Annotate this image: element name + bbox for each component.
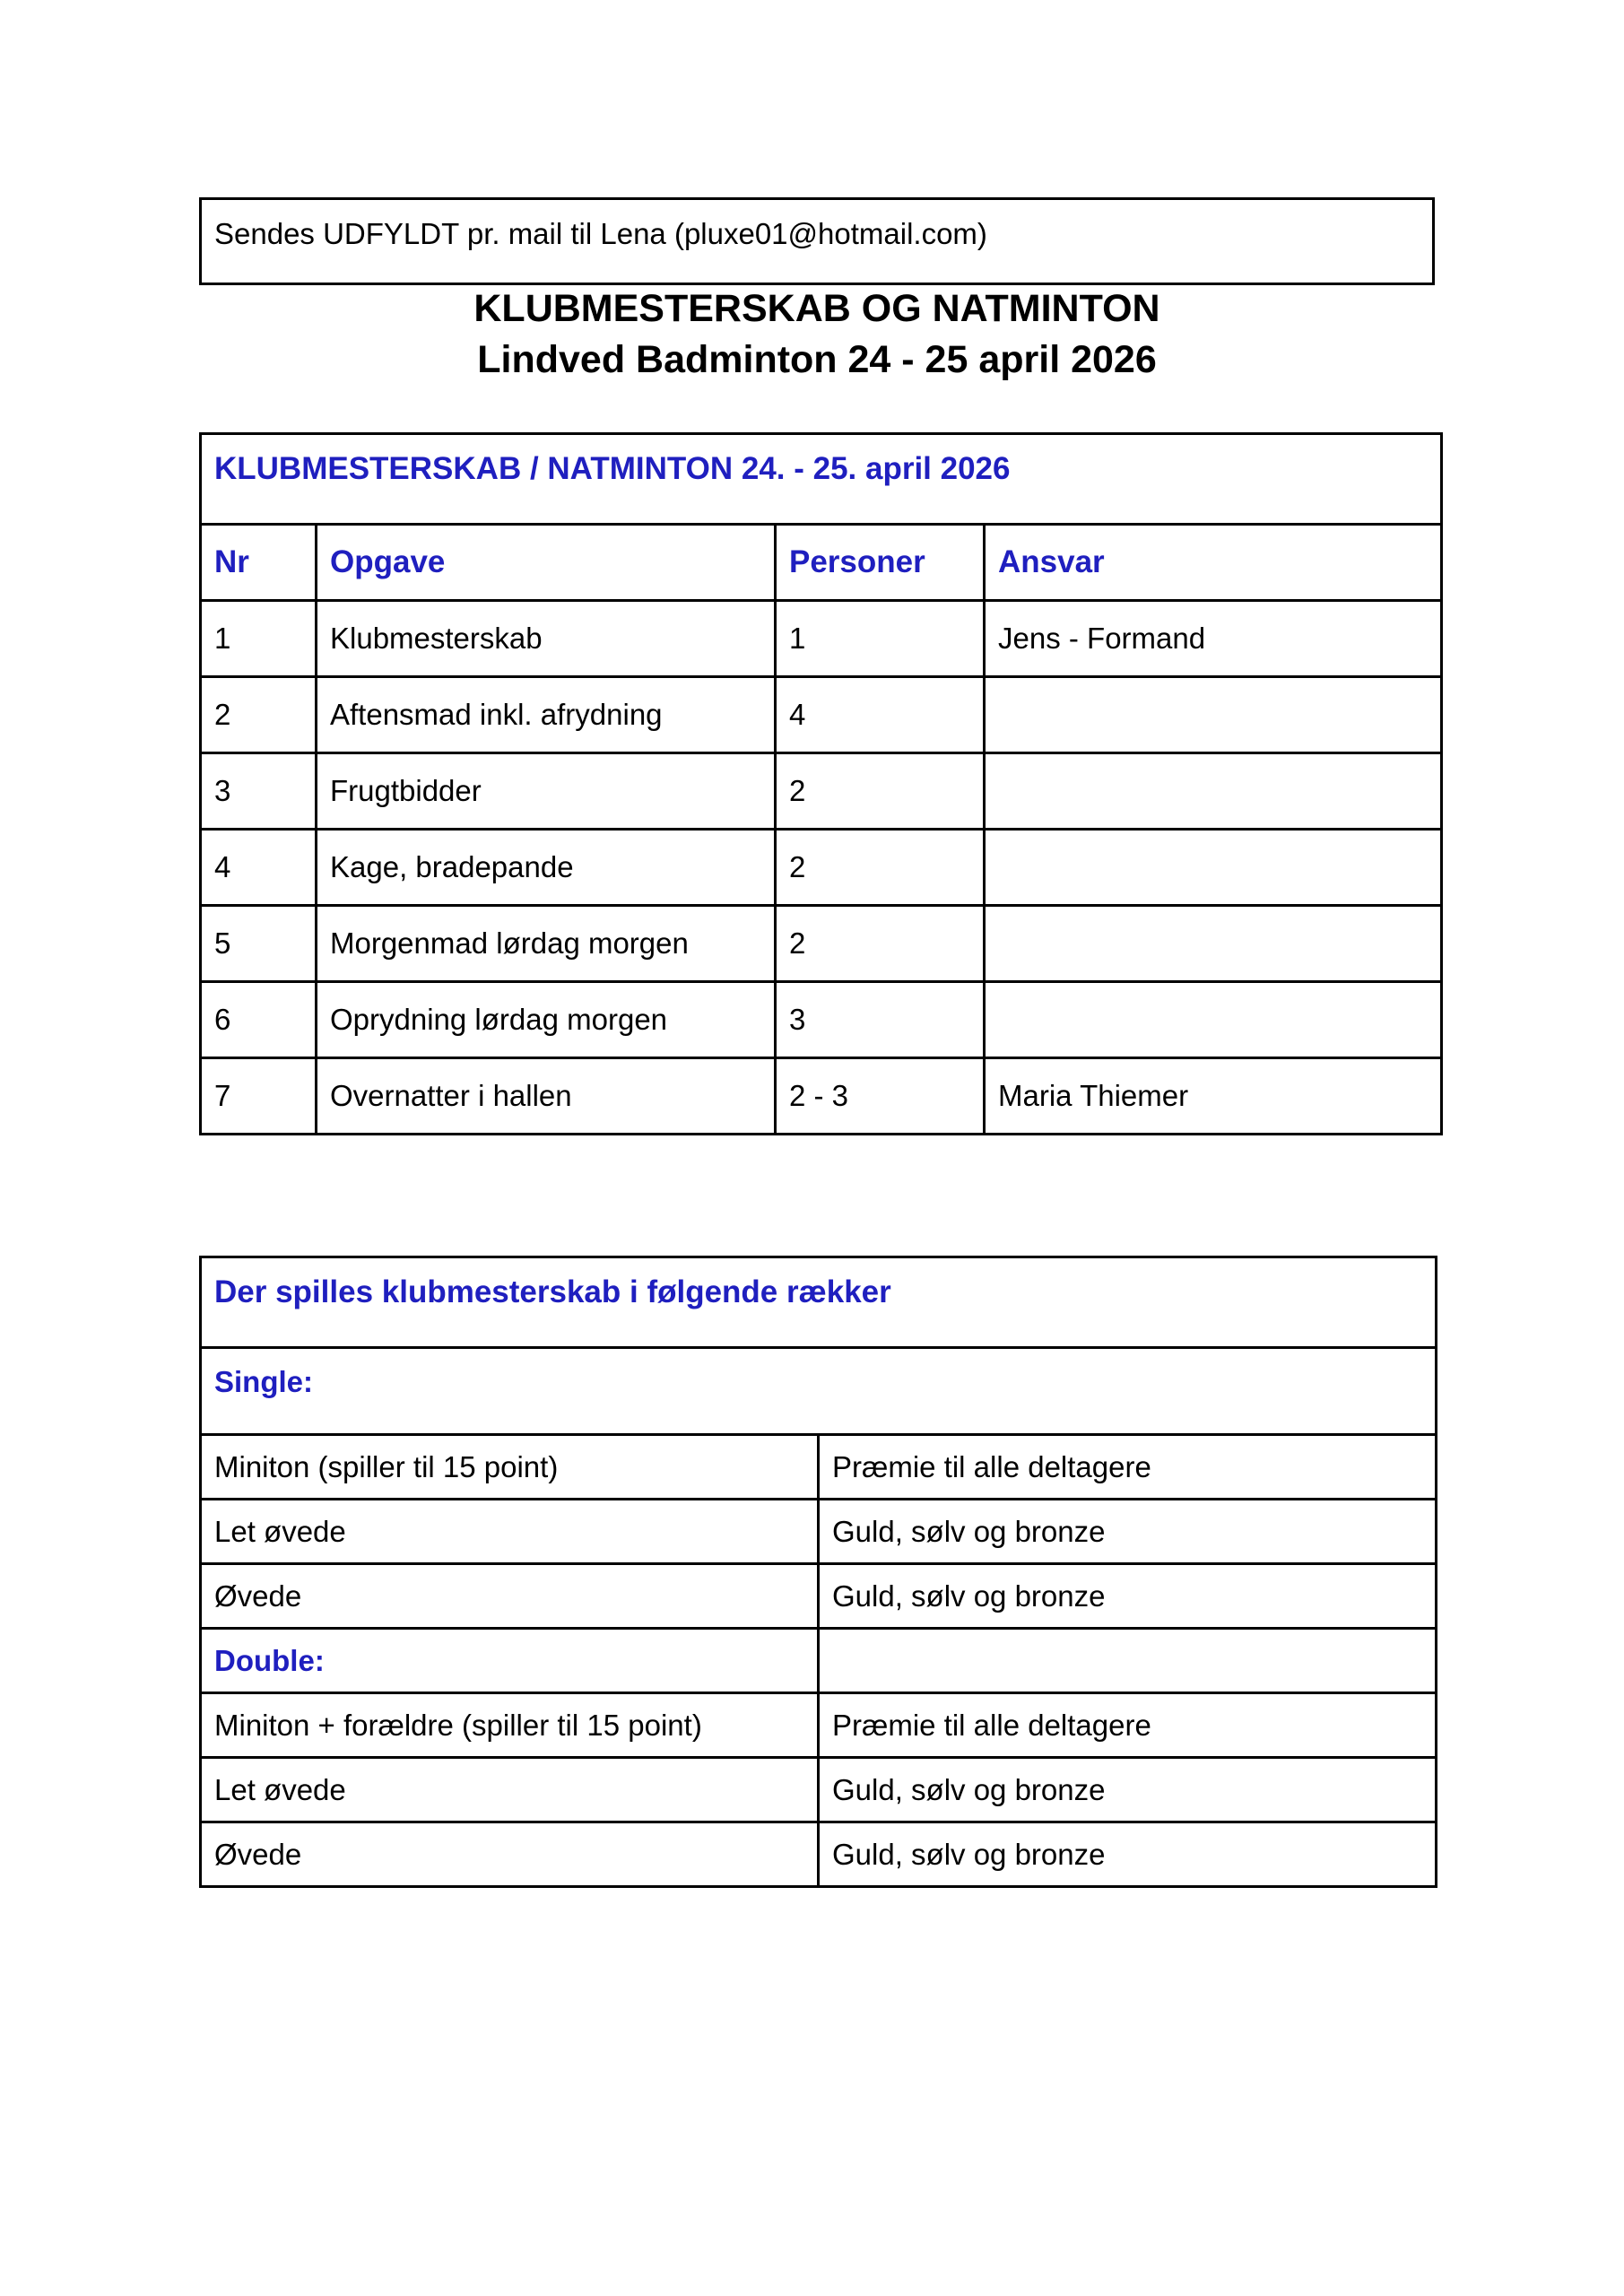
- column-header-personer: Personer: [776, 525, 985, 601]
- cell-class: Let øvede: [201, 1500, 819, 1564]
- cell-opgave: Kage, bradepande: [317, 830, 776, 906]
- cell-class: Let øvede: [201, 1758, 819, 1822]
- cell-opgave: Morgenmad lørdag morgen: [317, 906, 776, 982]
- cell-opgave: Oprydning lørdag morgen: [317, 982, 776, 1058]
- cell-class: Miniton + forældre (spiller til 15 point): [201, 1693, 819, 1758]
- tasks-table-heading-row: [201, 434, 1442, 525]
- cell-prize: Guld, sølv og bronze: [819, 1822, 1437, 1887]
- cell-opgave: Frugtbidder: [317, 753, 776, 830]
- cell-personer: 1: [776, 601, 985, 677]
- cell-ansvar: [985, 753, 1442, 830]
- tasks-table-column-headers: [201, 525, 1442, 601]
- cell-personer: 2: [776, 830, 985, 906]
- cell-prize: Præmie til alle deltagere: [819, 1693, 1437, 1758]
- submission-notice: Sendes UDFYLDT pr. mail til Lena (pluxe01@hotmail.com): [199, 197, 1435, 285]
- cell-opgave: Klubmesterskab: [317, 601, 776, 677]
- cell-prize: Guld, sølv og bronze: [819, 1758, 1437, 1822]
- cell-nr: 5: [201, 906, 317, 982]
- column-header-opgave: Opgave: [317, 525, 776, 601]
- cell-prize: Guld, sølv og bronze: [819, 1500, 1437, 1564]
- cell-class: Øvede: [201, 1564, 819, 1629]
- cell-class: Øvede: [201, 1822, 819, 1887]
- table-row: [201, 1758, 1437, 1822]
- table-row: [201, 1564, 1437, 1629]
- table-row: [201, 1693, 1437, 1758]
- column-header-nr: Nr: [201, 525, 317, 601]
- table-row: [201, 1822, 1437, 1887]
- column-header-ansvar: Ansvar: [985, 525, 1442, 601]
- cell-nr: 2: [201, 677, 317, 753]
- cell-personer: 2: [776, 753, 985, 830]
- table-row: [201, 677, 1442, 753]
- cell-prize: Præmie til alle deltagere: [819, 1435, 1437, 1500]
- document-subtitle: Lindved Badminton 24 - 25 april 2026: [477, 338, 1157, 381]
- cell-nr: 4: [201, 830, 317, 906]
- table-row: [201, 906, 1442, 982]
- classes-table-heading: Der spilles klubmesterskab i følgende rækker: [201, 1257, 1437, 1348]
- table-row: [201, 1435, 1437, 1500]
- cell-prize: Guld, sølv og bronze: [819, 1564, 1437, 1629]
- cell-nr: 6: [201, 982, 317, 1058]
- cell-ansvar: Jens - Formand: [985, 601, 1442, 677]
- cell-personer: 3: [776, 982, 985, 1058]
- cell-ansvar: [985, 677, 1442, 753]
- cell-personer: 2 - 3: [776, 1058, 985, 1135]
- cell-ansvar: [985, 906, 1442, 982]
- cell-ansvar: Maria Thiemer: [985, 1058, 1442, 1135]
- table-row: [201, 830, 1442, 906]
- double-section-row: [201, 1629, 1437, 1693]
- tasks-table-heading: KLUBMESTERSKAB / NATMINTON 24. - 25. april 2026: [201, 434, 1442, 525]
- cell-class: Miniton (spiller til 15 point): [201, 1435, 819, 1500]
- cell-nr: 1: [201, 601, 317, 677]
- table-row: [201, 982, 1442, 1058]
- cell-opgave: Overnatter i hallen: [317, 1058, 776, 1135]
- cell-nr: 7: [201, 1058, 317, 1135]
- single-section-row: [201, 1348, 1437, 1435]
- cell-personer: 2: [776, 906, 985, 982]
- cell-nr: 3: [201, 753, 317, 830]
- table-row: [201, 1500, 1437, 1564]
- classes-table: [199, 1256, 1437, 1888]
- tasks-table: [199, 432, 1443, 1135]
- cell-opgave: Aftensmad inkl. afrydning: [317, 677, 776, 753]
- cell-ansvar: [985, 830, 1442, 906]
- cell-personer: 4: [776, 677, 985, 753]
- table-row: [201, 601, 1442, 677]
- single-section-label: Single:: [201, 1348, 1437, 1435]
- document-title: KLUBMESTERSKAB OG NATMINTON: [473, 287, 1160, 330]
- cell-prize-empty: [819, 1629, 1437, 1693]
- classes-table-heading-row: [201, 1257, 1437, 1348]
- table-row: [201, 1058, 1442, 1135]
- table-row: [201, 753, 1442, 830]
- double-section-label: Double:: [201, 1629, 819, 1693]
- cell-ansvar: [985, 982, 1442, 1058]
